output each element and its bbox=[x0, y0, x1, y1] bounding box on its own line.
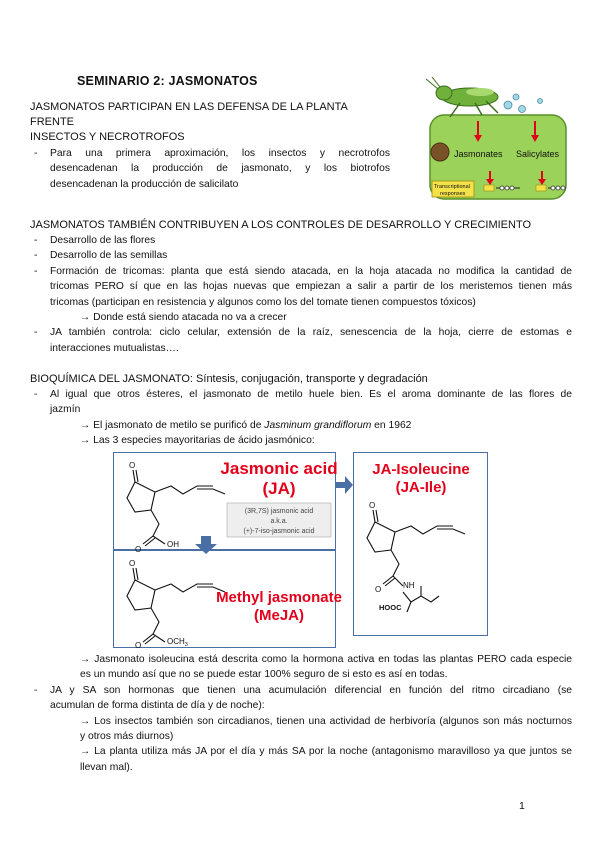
label-responses: responses bbox=[440, 191, 466, 197]
ja-abbr: (JA) bbox=[262, 479, 296, 498]
meja-abbr: (MeJA) bbox=[253, 607, 305, 624]
section-biochemistry bbox=[30, 372, 572, 449]
svg-text:O: O bbox=[135, 641, 142, 648]
arrow-right-icon bbox=[335, 476, 353, 494]
sub-item: → Donde está siendo atacada no va a crecer bbox=[80, 312, 287, 324]
svg-text:O: O bbox=[375, 585, 382, 594]
sub-item: → Los insectos también son circadianos, tienen una actividad de herbivoría (algunos son más nocturnos y otros más diurnos) bbox=[80, 715, 572, 743]
list-item: - JA también controla: ciclo celular, extensión de la raíz, senescencia de la hoja, cierre de estomas e interacciones mutualistas…. bbox=[30, 325, 572, 356]
svg-text:(+)-7-iso-jasmonic acid: (+)-7-iso-jasmonic acid bbox=[243, 528, 315, 535]
arrow-down-icon bbox=[195, 536, 217, 554]
svg-text:O: O bbox=[129, 461, 136, 470]
list-item: - Desarrollo de las semillas bbox=[30, 248, 572, 263]
sub-item: → Jasmonato isoleucina está descrita como la hormona activa en todas las plantas PERO cada especie bbox=[80, 654, 572, 665]
list-item: - Al igual que otros ésteres, el jasmonato de metilo huele bien. Es el aroma dominante de las flores de jazmín bbox=[30, 387, 572, 418]
pathogen-icon bbox=[504, 94, 543, 113]
page-number: 1 bbox=[519, 800, 525, 812]
sub-item: → El jasmonato de metilo se purificó de Jasminum grandiflorum en 1962 bbox=[80, 419, 412, 431]
page-title: SEMINARIO 2: JASMONATOS bbox=[77, 74, 258, 88]
plant-defense-figure bbox=[420, 75, 572, 203]
label-transcriptional: Transcriptional bbox=[434, 184, 470, 190]
label-jasmonates: Jasmonates bbox=[454, 149, 503, 159]
svg-text:a.k.a.: a.k.a. bbox=[270, 518, 288, 525]
svg-text:HOOC: HOOC bbox=[379, 603, 402, 612]
section-heading: JASMONATOS PARTICIPAN EN LAS DEFENSA DE LA PLANTA FRENTE INSECTOS Y NECROTROFOS bbox=[30, 101, 348, 143]
list-item: - Para una primera aproximación, los insectos y necrotrofos desencadenan la producción de jasmonato, y los biotrofos desencadenan la producción de salicilato bbox=[30, 146, 390, 192]
svg-text:OCH3: $OCH_3$ bbox=[167, 637, 188, 648]
grasshopper-icon bbox=[426, 77, 498, 117]
section-defense bbox=[30, 100, 390, 192]
necrosis-icon bbox=[431, 143, 449, 161]
svg-text:(3R,7S) jasmonic acid: (3R,7S) jasmonic acid bbox=[244, 508, 314, 515]
meja-name: Methyl jasmonate bbox=[216, 589, 342, 606]
list-item: - Formación de tricomas: planta que está siendo atacada, en la hoja atacada no modifica la cantidad de tricomas PERO sí que en las hojas nuevas que empiezan a salir a partir de los meristemos tienen más tricomas (participan en resistencia y algunos como los del tomate tienen compuestos tóxicos) bbox=[30, 264, 572, 310]
section-heading: JASMONATOS TAMBIÉN CONTRIBUYEN A LOS CONTROLES DE DESARROLLO Y CRECIMIENTO bbox=[30, 219, 532, 231]
list-item: - JA y SA son hormonas que tienen una acumulación diferencial en función del ritmo circadiano (se acumulan de forma distinta de día y de noche): bbox=[30, 683, 572, 714]
svg-text:NH: NH bbox=[403, 581, 415, 590]
ja-ile-abbr: (JA-Ile) bbox=[395, 479, 447, 496]
svg-text:O: O bbox=[135, 545, 142, 554]
jasmonate-structures-figure bbox=[113, 452, 488, 648]
svg-text:OH: OH bbox=[167, 540, 179, 549]
sub-item: → La planta utiliza más JA por el día y más SA por la noche (antagonismo maravilloso ya que juntos se llevan mal). bbox=[80, 746, 572, 773]
svg-text:O: O bbox=[129, 559, 136, 568]
ja-name: Jasmonic acid bbox=[220, 459, 338, 478]
list-item: - Desarrollo de las flores bbox=[30, 233, 572, 248]
section-development bbox=[30, 218, 572, 356]
sub-item: → Las 3 especies mayoritarias de ácido jasmónico: bbox=[80, 435, 315, 447]
section-heading: BIOQUÍMICA DEL JASMONATO: Síntesis, conjugación, transporte y degradación bbox=[30, 373, 428, 385]
label-salicylates: Salicylates bbox=[516, 149, 560, 159]
svg-text:O: O bbox=[369, 501, 376, 510]
sub-item-continued: es un mundo así que no se puede estar 100% seguro de si esto es así en todas. bbox=[80, 669, 448, 681]
section-circadian bbox=[30, 652, 572, 775]
ja-ile-name: JA-Isoleucine bbox=[372, 461, 470, 478]
